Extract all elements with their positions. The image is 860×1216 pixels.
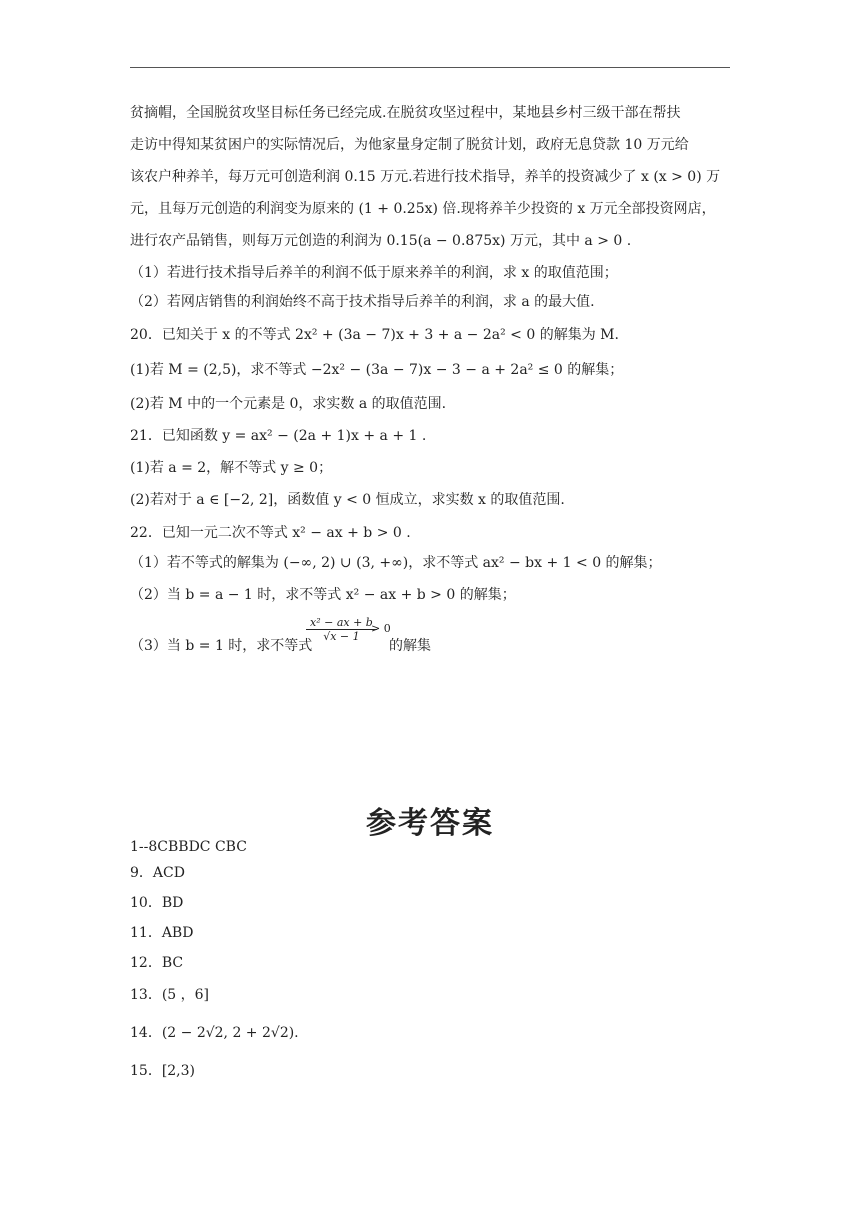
answer-1-8: 1--8CBBDC CBC: [130, 839, 247, 855]
question-22-part-3: （3）当 b = 1 时，求不等式: [130, 638, 313, 654]
question-22-part-1: （1）若不等式的解集为 (−∞, 2) ∪ (3, +∞)，求不等式 ax² − bx + 1 < 0 的解集；: [130, 555, 662, 571]
answer-9: 9．ACD: [130, 865, 185, 881]
question-20-part-1: (1)若 M = (2,5)，求不等式 −2x² − (3a − 7)x − 3 − a + 2a² ≤ 0 的解集；: [130, 362, 624, 378]
fraction-denominator: √x − 1: [323, 630, 360, 643]
question-21: 21．已知函数 y = ax² − (2a + 1)x + a + 1 .: [130, 428, 427, 444]
answer-13: 13．(5 ，6]: [130, 987, 210, 1003]
question-19-part-2: （2）若网店销售的利润始终不高于技术指导后养羊的利润，求 a 的最大值.: [130, 294, 595, 310]
text-line: 进行农产品销售，则每万元创造的利润为 0.15(a − 0.875x) 万元，其中 a > 0 .: [130, 233, 632, 249]
question-19-part-1: （1）若进行技术指导后养羊的利润不低于原来养羊的利润，求 x 的取值范围；: [130, 265, 618, 281]
answer-14: 14．(2 − 2√2, 2 + 2√2).: [130, 1025, 299, 1041]
question-21-part-2: (2)若对于 a ∈ [−2, 2]，函数值 y < 0 恒成立，求实数 x 的取值范围.: [130, 492, 565, 508]
answer-15: 15．[2,3): [130, 1063, 196, 1079]
question-21-part-1: (1)若 a = 2，解不等式 y ≥ 0；: [130, 460, 333, 476]
answer-11: 11．ABD: [130, 925, 194, 941]
fraction-numerator: x² − ax + b: [306, 616, 377, 630]
question-22-part-3-tail: 的解集: [389, 638, 431, 654]
question-20: 20．已知关于 x 的不等式 2x² + (3a − 7)x + 3 + a − 2a² < 0 的解集为 M.: [130, 327, 619, 343]
answer-12: 12．BC: [130, 955, 184, 971]
fraction-comparison: > 0: [371, 622, 391, 635]
answer-10: 10．BD: [130, 895, 184, 911]
text-line: 元，且每万元创造的利润变为原来的 (1 + 0.25x) 倍.现将养羊少投资的 x 万元全部投资网店，: [130, 201, 716, 217]
question-22-part-2: （2）当 b = a − 1 时，求不等式 x² − ax + b > 0 的解集；: [130, 587, 516, 603]
question-20-part-2: (2)若 M 中的一个元素是 0，求实数 a 的取值范围.: [130, 396, 447, 412]
text-line: 该农户种养羊，每万元可创造利润 0.15 万元.若进行技术指导，养羊的投资减少了 x (x > 0) 万: [130, 169, 721, 185]
text-line: 走访中得知某贫困户的实际情况后，为他家量身定制了脱贫计划，政府无息贷款 10 万元给: [130, 137, 689, 153]
answer-title: 参考答案: [366, 806, 494, 841]
fraction-expression: [306, 616, 377, 643]
header-rule: [130, 67, 730, 68]
text-line: 贫摘帽，全国脱贫攻坚目标任务已经完成.在脱贫攻坚过程中，某地县乡村三级干部在帮扶: [130, 105, 681, 121]
question-22: 22．已知一元二次不等式 x² − ax + b > 0 .: [130, 525, 411, 541]
